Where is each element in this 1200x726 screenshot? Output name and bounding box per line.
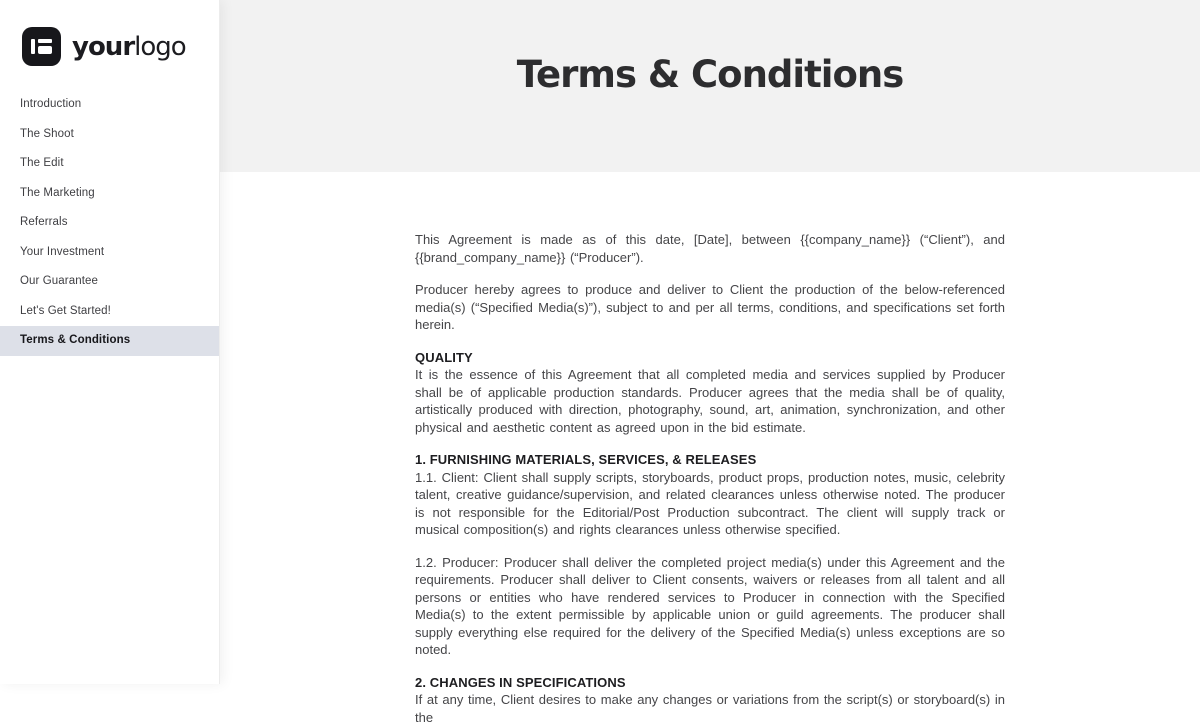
doc-section-producer bbox=[415, 554, 1005, 659]
sidebar-item-terms-conditions[interactable]: Terms & Conditions bbox=[0, 326, 219, 356]
logo-text bbox=[72, 32, 186, 62]
section-paragraph: 1.1. Client: Client shall supply scripts, storyboards, product props, production notes, music, celebrity talent, creative guidance/supervision, and related clearances unless otherwise noted. The producer is not responsible for the Editorial/Post Production subcontract. The client will supply track or musical composition(s) and rights clearances unless otherwise specified. bbox=[415, 469, 1005, 539]
section-paragraph: This Agreement is made as of this date, [Date], between {{company_name}} (“Client”), and {{brand_company_name}} (“Producer”). bbox=[415, 231, 1005, 266]
section-heading: QUALITY bbox=[415, 349, 1005, 367]
document-body bbox=[415, 172, 1005, 726]
sidebar-item-the-edit[interactable]: The Edit bbox=[0, 149, 219, 179]
section-paragraph: Producer hereby agrees to produce and deliver to Client the production of the below-referenced media(s) (“Specified Media(s)”), subject to and per all terms, conditions, and specifications set forth herein. bbox=[415, 281, 1005, 334]
sidebar-item-your-investment[interactable]: Your Investment bbox=[0, 238, 219, 268]
sidebar-item-the-marketing[interactable]: The Marketing bbox=[0, 179, 219, 209]
logo bbox=[0, 0, 219, 66]
section-heading: 2. CHANGES IN SPECIFICATIONS bbox=[415, 674, 1005, 692]
sidebar-nav bbox=[0, 90, 219, 356]
doc-section-furnishing bbox=[415, 451, 1005, 539]
doc-section-agreement bbox=[415, 281, 1005, 334]
sidebar-item-our-guarantee[interactable]: Our Guarantee bbox=[0, 267, 219, 297]
page-title: Terms & Conditions bbox=[220, 52, 1200, 98]
hero-band bbox=[220, 0, 1200, 172]
section-paragraph: 1.2. Producer: Producer shall deliver the completed project media(s) under this Agreement and the requirements. Producer shall deliver to Client consents, waivers or releases from all talent and all persons or entities who have rendered services to Producer in connection with the Specified Media(s) to the extent permissible by applicable union or guild agreements. The producer shall supply everything else required for the delivery of the Specified Media(s) unless exceptions are so noted. bbox=[415, 554, 1005, 659]
logo-text-light: logo bbox=[134, 32, 186, 62]
logo-text-bold: your bbox=[72, 32, 134, 62]
sidebar bbox=[0, 0, 220, 684]
doc-section-intro bbox=[415, 231, 1005, 266]
section-paragraph: It is the essence of this Agreement that all completed media and services supplied by Producer shall be of applicable production standards. Producer agrees that the media shall be of quality, artistically produced with direction, photography, sound, art, animation, synchronization, and other physical and aesthetic content as agreed upon in the bid estimate. bbox=[415, 366, 1005, 436]
doc-section-changes bbox=[415, 674, 1005, 726]
section-heading: 1. FURNISHING MATERIALS, SERVICES, & RELEASES bbox=[415, 451, 1005, 469]
list-layout-icon bbox=[22, 27, 61, 66]
sidebar-item-lets-get-started[interactable]: Let's Get Started! bbox=[0, 297, 219, 327]
sidebar-item-the-shoot[interactable]: The Shoot bbox=[0, 120, 219, 150]
sidebar-item-introduction[interactable]: Introduction bbox=[0, 90, 219, 120]
main-content bbox=[220, 0, 1200, 684]
sidebar-item-referrals[interactable]: Referrals bbox=[0, 208, 219, 238]
doc-section-quality bbox=[415, 349, 1005, 437]
section-paragraph: If at any time, Client desires to make any changes or variations from the script(s) or storyboard(s) in the bbox=[415, 691, 1005, 726]
